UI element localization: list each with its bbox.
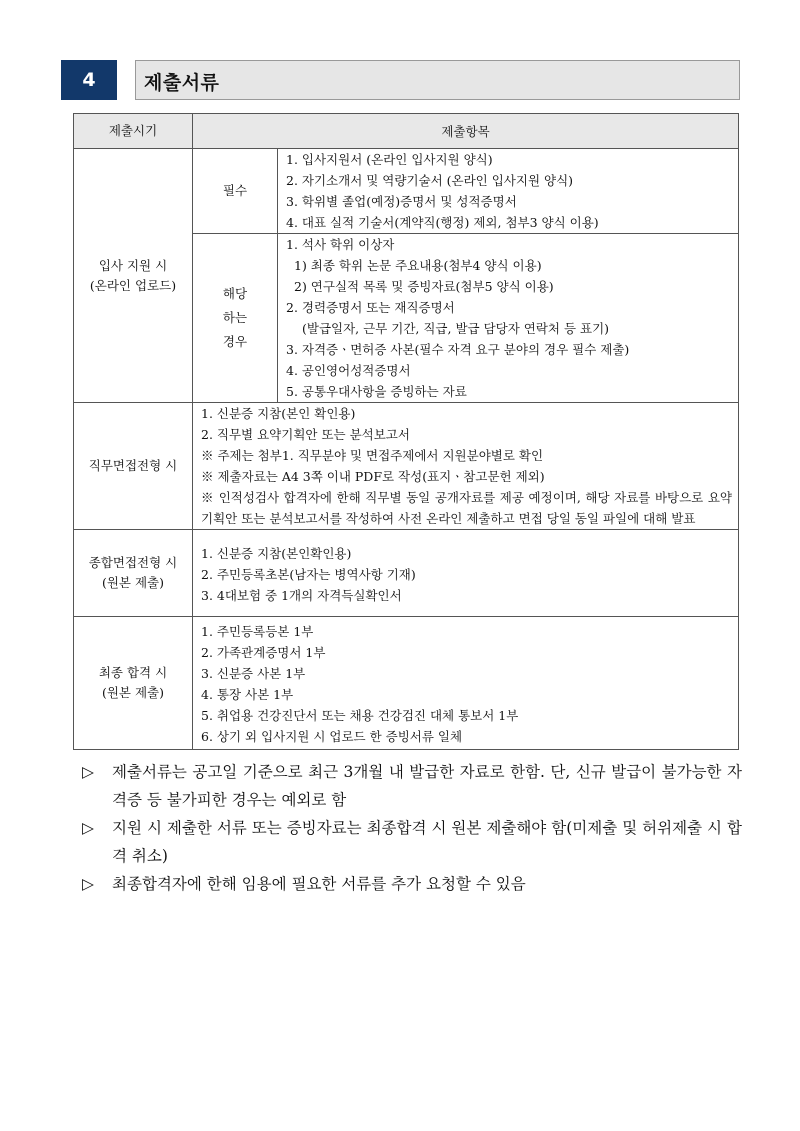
list-item: 4. 통장 사본 1부 — [201, 687, 294, 702]
note-text: 제출서류는 공고일 기준으로 최근 3개월 내 발급한 자료로 한함. 단, 신규 발급이 불가능한 자격증 등 불가피한 경우는 예외로 함 — [112, 763, 742, 809]
list-item: 5. 공통우대사항을 증빙하는 자료 — [286, 384, 467, 399]
note — [82, 814, 742, 870]
timing-general-interview — [74, 530, 193, 617]
sub-label: 경우 — [222, 334, 248, 349]
list-subitem: 2) 연구실적 목록 및 증빙자료(첨부5 양식 이용) — [294, 279, 554, 294]
note-item: ※ 주제는 첨부1. 직무분야 및 면접주제에서 지원분야별로 확인 — [201, 448, 544, 463]
list-item: 2. 주민등록초본(남자는 병역사항 기재) — [201, 566, 416, 582]
general-interview-items — [193, 530, 739, 617]
sub-applicable — [193, 234, 278, 403]
list-item: 4. 공인영어성적증명서 — [286, 363, 411, 378]
list-item: 3. 4대보험 중 1개의 자격득실확인서 — [201, 587, 402, 603]
table-row — [74, 617, 739, 750]
triangle-bullet-icon: ▷ — [82, 819, 94, 837]
list-item: 3. 학위별 졸업(예정)증명서 및 성적증명서 — [286, 194, 517, 209]
table-row — [74, 149, 739, 234]
sub-label: 하는 — [222, 310, 248, 325]
list-item: 4. 대표 실적 기술서(계약직(행정) 제외, 첨부3 양식 이용) — [286, 215, 599, 230]
applicable-items — [278, 234, 739, 403]
timing-label: 최종 합격 시 — [98, 665, 168, 680]
list-item: 6. 상기 외 입사지원 시 업로드 한 증빙서류 일체 — [201, 729, 463, 744]
list-item: 2. 경력증명서 또는 재직증명서 — [286, 300, 455, 315]
note — [82, 870, 742, 898]
list-item: 1. 입사지원서 (온라인 입사지원 양식) — [286, 152, 493, 167]
list-subitem: 1) 최종 학위 논문 주요내용(첨부4 양식 이용) — [294, 258, 542, 273]
triangle-bullet-icon: ▷ — [82, 875, 94, 893]
documents-table — [73, 113, 739, 750]
timing-job-interview: 직무면접전형 시 — [74, 403, 193, 530]
table-row — [74, 530, 739, 617]
header-timing: 제출시기 — [74, 114, 193, 149]
list-item: 1. 석사 학위 이상자 — [286, 237, 395, 252]
timing-label: 입사 지원 시 — [98, 257, 168, 273]
timing-sublabel: (원본 제출) — [101, 575, 165, 590]
list-item: 5. 취업용 건강진단서 또는 채용 건강검진 대체 통보서 1부 — [201, 708, 519, 723]
required-items — [278, 149, 739, 234]
list-item: 2. 자기소개서 및 역량기술서 (온라인 입사지원 양식) — [286, 173, 574, 188]
list-item: 2. 가족관계증명서 1부 — [201, 645, 326, 660]
timing-label: 종합면접전형 시 — [88, 555, 178, 570]
section-title: 제출서류 — [144, 72, 220, 94]
note-text: 최종합격자에 한해 임용에 필요한 서류를 추가 요청할 수 있음 — [112, 875, 526, 893]
list-item: 1. 주민등록등본 1부 — [201, 624, 314, 639]
job-interview-items — [193, 403, 739, 530]
sub-label: 해당 — [222, 286, 248, 301]
list-item: 1. 신분증 지참(본인확인용) — [201, 545, 352, 561]
table-row — [74, 403, 739, 530]
triangle-bullet-icon: ▷ — [82, 763, 94, 781]
timing-sublabel: (온라인 업로드) — [89, 277, 177, 293]
section-number: 4 — [61, 60, 117, 100]
final-pass-items — [193, 617, 739, 750]
table-header-row — [74, 114, 739, 149]
notes-list — [82, 758, 742, 898]
list-item: 2. 직무별 요약기획안 또는 분석보고서 — [201, 427, 410, 442]
note-item: ※ 인적성검사 합격자에 한해 직무별 동일 공개자료를 제공 예정이며, 해당 자료를 바탕으로 요약기획안 또는 분석보고서를 작성하여 사전 온라인 제출하고 면접 당일 동일 파일에 대해 발표 — [201, 490, 732, 526]
timing-application — [74, 149, 193, 403]
section-title-box — [135, 60, 740, 100]
note-item: ※ 제출자료는 A4 3쪽 이내 PDF로 작성(표지ㆍ참고문헌 제외) — [201, 469, 545, 484]
timing-sublabel: (원본 제출) — [101, 685, 165, 700]
list-item: 1. 신분증 지참(본인 확인용) — [201, 406, 356, 421]
list-subitem: (발급일자, 근무 기간, 직급, 발급 담당자 연락처 등 표기) — [302, 321, 610, 336]
section-header — [61, 60, 740, 100]
list-item: 3. 신분증 사본 1부 — [201, 666, 306, 681]
sub-required: 필수 — [193, 149, 278, 234]
note-text: 지원 시 제출한 서류 또는 증빙자료는 최종합격 시 원본 제출해야 함(미제출 및 허위제출 시 합격 취소) — [112, 819, 742, 865]
note — [82, 758, 742, 814]
list-item: 3. 자격증ㆍ면허증 사본(필수 자격 요구 분야의 경우 필수 제출) — [286, 342, 630, 357]
header-items: 제출항목 — [193, 114, 739, 149]
timing-final-pass — [74, 617, 193, 750]
